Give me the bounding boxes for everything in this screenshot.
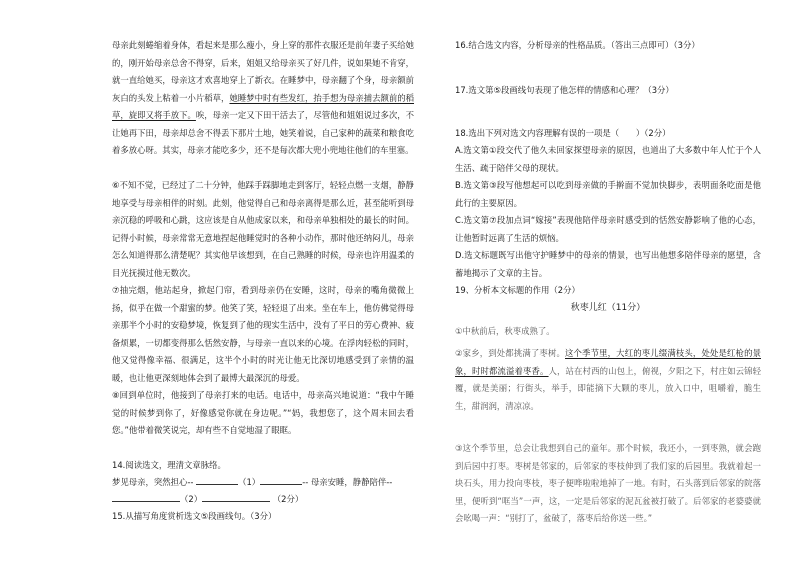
answer-blank-1[interactable] bbox=[196, 474, 238, 485]
underlined-sentence: 这个季节里，大红的枣儿缀满枝头，处处是红枪的景象，时时都流溢着枣香。 bbox=[455, 348, 761, 376]
question-18-option-a: A.选文第①段交代了他久未回家探望母亲的原因，也道出了大多数中年人忙于个人生活、疏于陪伴父母的现状。 bbox=[455, 145, 761, 173]
flow-text: 梦见母亲，突然担心-- bbox=[112, 477, 194, 487]
question-18-option-d: D.选文标题既写出他守护睡梦中的母亲的情景，也写出他想多陪伴母亲的愿望，含蓄地揭示了文章的主旨。 bbox=[455, 250, 761, 278]
underlined-sentence: 她睡梦中时有些发红，抬手想为母亲捕去额前的稻草，旋即又将手放下。 bbox=[112, 92, 415, 120]
paragraph-text: ②家乡，到处都挑满了枣树。 bbox=[455, 348, 565, 358]
paragraph-text: 母亲此刻蜷缩着身体，看起来是那么瘦小，身上穿的那件衣服还是前年妻子买给她的，刚开始母亲总舍不得穿，后来，姐姐又给母亲买了好几件，说如果她不肯穿，就一直给她买，母亲这才欢喜地穿上了新衣。在睡梦中，母亲翻了个身，母亲额前灰白的头发上粘着一小片稻草， bbox=[112, 40, 414, 103]
flow-text: -- 母亲安睡，静静陪伴-- bbox=[302, 477, 393, 487]
question-14-line-2 bbox=[112, 491, 414, 509]
article-title: 秋枣儿红（11分） bbox=[570, 303, 646, 313]
question-14-line-1 bbox=[112, 474, 414, 492]
question-18-option-c: C.选文第⑦段加点词“嫁接”表现他陪伴母亲时感受到的恬然安静影响了他的心态，让他暂时远离了生活的烦恼。 bbox=[455, 215, 761, 243]
passage-paragraph-8: ⑧回到单位时，他接到了母亲打来的电话。电话中，母亲高兴地说道：“我中午睡觉的时候梦到你了，好像感觉你就在身边呢。”“妈，我想您了，这个周末回去看您。”他带着微笑说完，却有些不自觉地湿了眼眶。 bbox=[112, 390, 414, 435]
passage-paragraph-5 bbox=[112, 37, 414, 160]
answer-blank-2[interactable] bbox=[112, 491, 180, 502]
question-16: 16.结合选文内容，分析母亲的性格品质。（答出三点即可）（3分） bbox=[455, 40, 700, 50]
passage-paragraph-7: ⑦抽完烟，他站起身，掀起门帘，看到母亲仍在安睡，这时，母亲的嘴角微微上扬，似乎在做一个甜蜜的梦。他笑了笑，轻轻退了出来。坐在车上，他仿佛觉得母亲那半个小时的安稳梦境，恢复到了他的现实生活中，没有了平日的劳心费神、疲备烦累，一切都变得那么恬然安静，与母亲一直以来的心境。在浮肉轻松的同时，他又觉得像幸福、很满足，这半个小时的时光让他无比深切地感受到了亲情的温暖，也让他更深刻地体会到了最博大最深沉的母爱。 bbox=[112, 285, 414, 383]
article-paragraph-3: ③这个季节里，总会让我想到自己的童年。那个时候，我还小，一到枣熟，就会跑到后园中打枣。枣树是邻家的，后邻家的枣枝伸到了我们家的后园里。我就着起一块石头，用力投向枣枝，枣子便哗啦啦地掉了一地。有时，石头落到后邻家的院落里，便听到“哐当”一声，这，一定是后邻家的泥瓦盆被打破了。后邻家的老婆婆就会吆喝一声：“别打了，盆破了，落枣后给你送一些。” bbox=[455, 443, 761, 523]
question-18: 18.选出下列对选文内容理解有误的一项是（ ）（2分） bbox=[455, 128, 671, 138]
passage-paragraph-6: ⑥不知不觉，已经过了二十分钟，他踩手踩脚地走到客厅，轻轻点燃一支烟，静静地享受与母亲相伴的时刻。此刻，他觉得自己和母亲离得是那么近，甚至能听到母亲沉稳的呼吸和心跳，这应该是自从他成家以来，和母亲单独相处的最长的时间。记得小时候，母亲常常无意地捏起他睡觉时的各种小动作，那时他还纳闷儿，母亲怎么知道得那么清楚呢？其实他早该想到，在自己熟睡的时候，母亲也许用温柔的目光抚摸过他无数次。 bbox=[112, 180, 414, 278]
score-label: （2分） bbox=[272, 494, 304, 504]
blank-label-2: （2） bbox=[180, 494, 203, 504]
answer-blank-2b[interactable] bbox=[202, 491, 270, 502]
question-14: 14.阅读选文，理清文章脉络。 bbox=[112, 460, 226, 470]
question-19: 19、分析本文标题的作用（2分） bbox=[455, 285, 580, 295]
article-paragraph-1: ①中秋前后，秋枣成熟了。 bbox=[455, 326, 555, 336]
question-18-option-b: B.选文第③段写他想起可以吃到母亲做的手擀面不觉加快脚步，表明面条吃面是他此行的主要原因。 bbox=[455, 180, 761, 208]
blank-label-1: （1） bbox=[238, 477, 261, 487]
article-paragraph-2 bbox=[455, 345, 761, 415]
question-17: 17.选文第⑤段画线句表现了他怎样的情感和心理？（3分） bbox=[455, 85, 674, 95]
paragraph-text: 唉，母亲一定又下田干活去了，尽管他和姐姐说过多次，不让她再下田，母亲却总舍不得丢下那片土地，她笑着说，自己家种的蔬菜和粮食吃着多放心呀。其实，母亲才能吃多少，还不是每次都大兜小兜地往他们的车里塞。 bbox=[112, 110, 415, 155]
paragraph-text: 人，站在村西的山包上，俯视，夕阳之下，村庄如云锦轻覆，就是美丽；行街头，举手，即能摘下大颗的枣儿，放入口中，咀嚼着，脆生生，甜润润，清凉凉。 bbox=[455, 365, 762, 411]
question-15: 15.从描写角度赏析选文⑤段画线句。（3分） bbox=[112, 511, 277, 521]
answer-blank-1b[interactable] bbox=[260, 474, 302, 485]
